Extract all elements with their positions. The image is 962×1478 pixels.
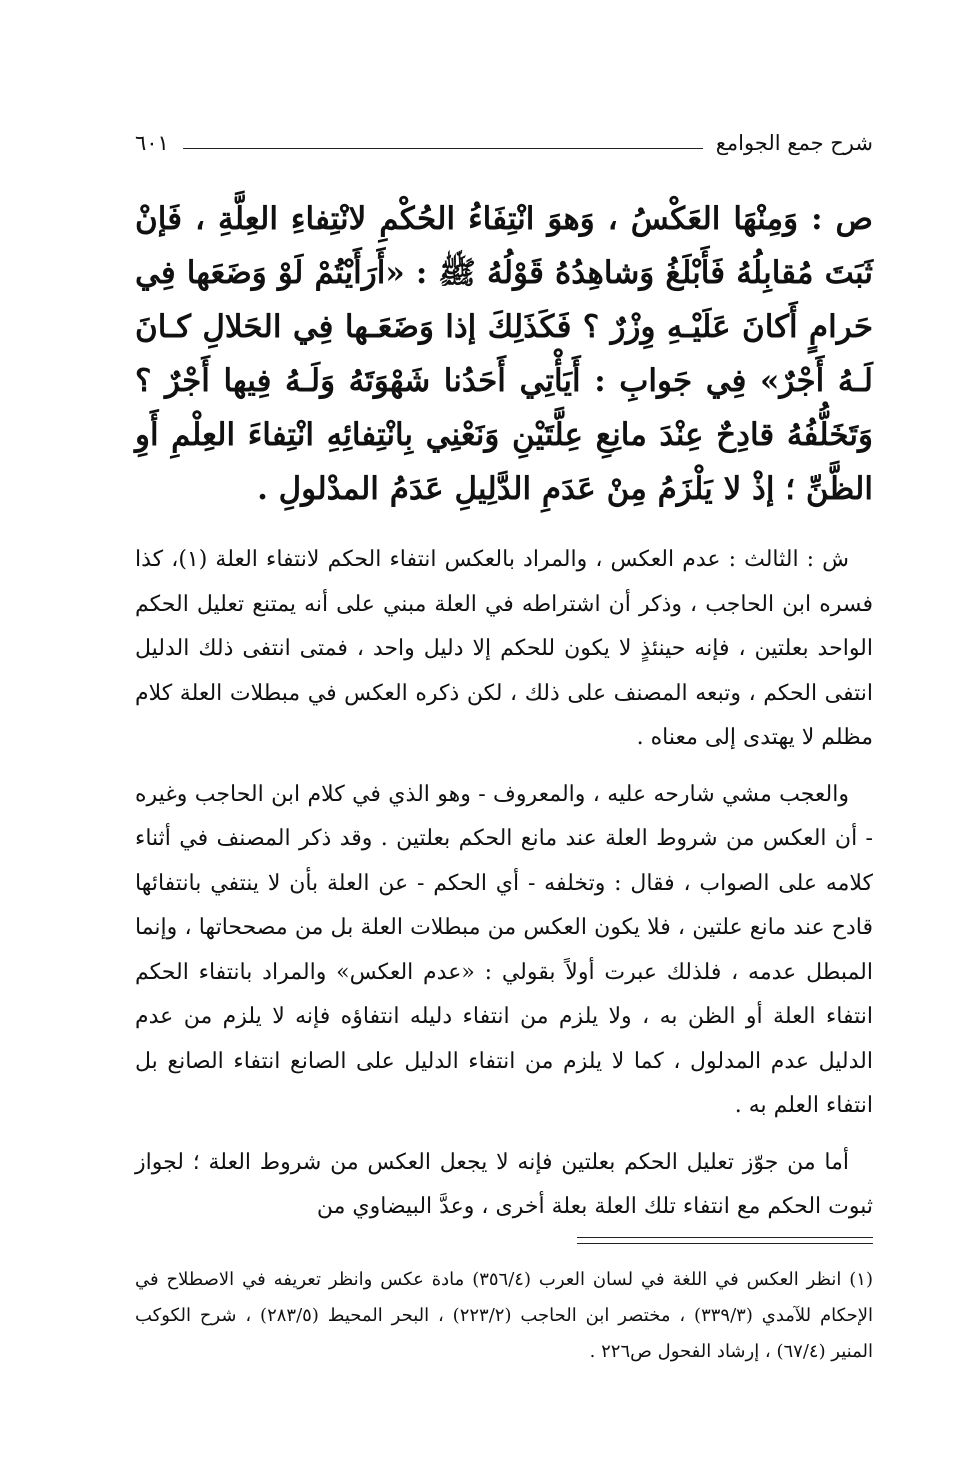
matn-marker: ص : (811, 201, 873, 237)
matn-text: وَمِنْهَا العَكْسُ ، وَهوَ انْتِفَاءُ الحُكْمِ لانْتِفاءِ العِلَّةِ ، فَإنْ ثَبَتَ مُقابِلُهُ فَأَبْلَغُ وَشاهِدُهُ قَوْلُهُ ﷺ : «أَرَأَيْتُمْ لَوْ وَضَعَها فِي حَرامٍ أَكانَ عَلَيْـهِ وِزْرٌ ؟ فَكَذَلِكَ إذا وَضَعَـها فِي الحَلالِ كـانَ لَـهُ أَجْرٌ» فِي جَوابِ : أَيَأْتِي أَحَدُنا شَهْوَتَهُ وَلَـهُ فِيها أَجْرٌ ؟ وَتَخَلُّفُهُ قادِحٌ عِنْدَ مانِعِ عِلَّتَيْنِ وَنَعْنِي بِانْتِفائِهِ انْتِفاءَ العِلْمِ أَوِ الظَّنِّ ؛ إذْ لا يَلْزَمُ مِنْ عَدَمِ الدَّلِيلِ عَدَمُ المدْلولِ . (135, 201, 873, 507)
footnote-1: (١) انظر العكس في اللغة في لسان العرب (٣٥٦/٤) مادة عكس وانظر تعريفه في الاصطلاح في الإحكام للآمدي (٣٣٩/٣) ، مختصر ابن الحاجب (٢٢٣/٢) ، البحر المحيط (٢٨٣/٥) ، شرح الكوكب المنير (٦٧/٤) ، إرشاد الفحول ص٢٢٦ . (135, 1269, 873, 1362)
footnotes (135, 1262, 873, 1370)
page-header (135, 128, 873, 168)
sharh-paragraph-3: أما من جوّز تعليل الحكم بعلتين فإنه لا يجعل العكس من شروط العلة ؛ لجواز ثبوت الحكم مع انتفاء تلك العلة بعلة أخرى ، وعدَّ البيضاوي من (135, 1149, 873, 1219)
footnote-rule (577, 1237, 873, 1244)
header-rule (183, 148, 703, 149)
sharh-paragraph-1: ش : الثالث : عدم العكس ، والمراد بالعكس انتفاء الحكم لانتفاء العلة (١)، كذا فسره ابن الحاجب ، وذكر أن اشتراطه في العلة مبني على أنه يمتنع تعليل الحكم الواحد بعلتين ، فإنه حينئذٍ لا يكون للحكم إلا دليل واحد ، فمتى انتفى ذلك الدليل انتفى الحكم ، وتبعه المصنف على ذلك ، لكن ذكره العكس في مبطلات العلة كلام مظلم لا يهتدى إلى معناه . (135, 547, 873, 750)
main-content (135, 192, 873, 1242)
page-number: ٦٠١ (135, 131, 169, 155)
sharh-paragraph-2: والعجب مشي شارحه عليه ، والمعروف - وهو الذي في كلام ابن الحاجب وغيره - أن العكس من شروط العلة عند مانع الحكم بعلتين . وقد ذكر المصنف في أثناء كلامه على الصواب ، فقال : وتخلفه - أي الحكم - عن العلة بأن لا ينتفي بانتفائها قادح عند مانع علتين ، فلا يكون العكس من مبطلات العلة بل من مصححاتها ، وإنما المبطل عدمه ، فلذلك عبرت أولاً بقولي : «عدم العكس» والمراد بانتفاء الحكم انتفاء العلة أو الظن به ، ولا يلزم من انتفاء دليله انتفاؤه فإنه لا يلزم من عدم الدليل عدم المدلول ، كما لا يلزم من انتفاء الدليل على الصانع انتفاء الصانع بل انتفاء العلم به . (135, 781, 873, 1118)
running-title: شرح جمع الجوامع (715, 131, 873, 155)
matn-paragraph (135, 192, 873, 516)
